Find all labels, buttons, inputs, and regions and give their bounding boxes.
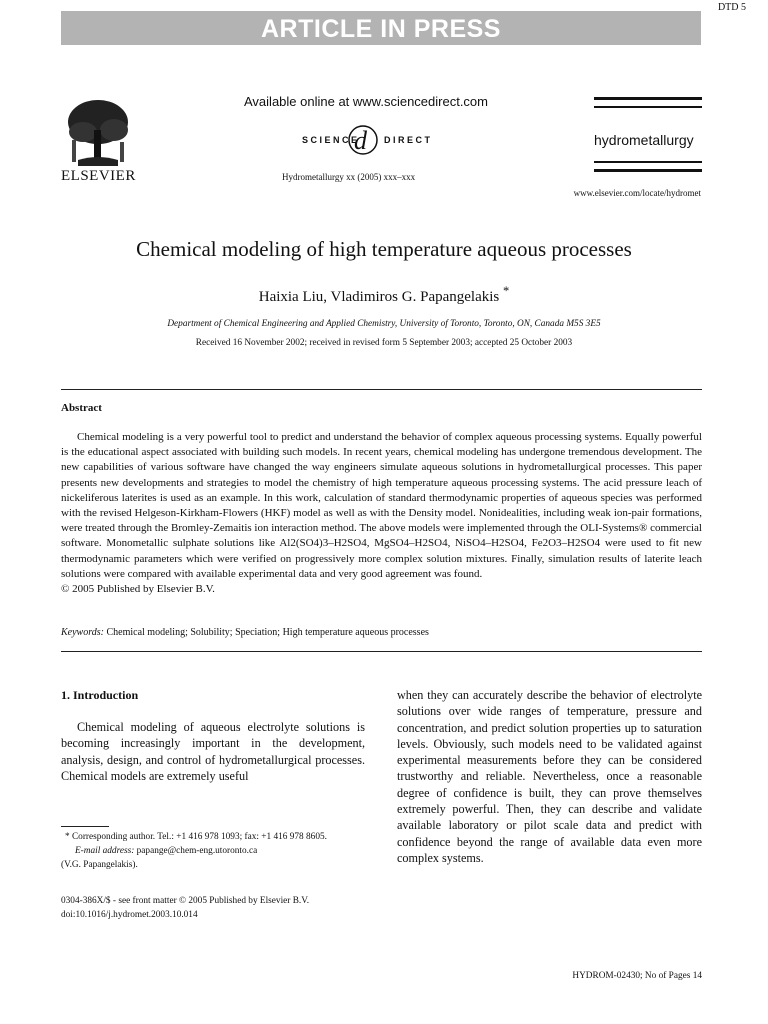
sciencedirect-d-icon	[246, 116, 484, 162]
corresponding-author-note: * Corresponding author. Tel.: +1 416 978 1093; fax: +1 416 978 8605.	[65, 832, 327, 842]
corresponding-author-mark[interactable]: *	[503, 284, 510, 298]
keywords-line	[61, 627, 429, 638]
page-footer: HYDROM-02430; No of Pages 14	[572, 971, 702, 981]
svg-text:d: d	[354, 126, 367, 155]
document-type-label: DTD 5	[717, 2, 746, 13]
abstract-text-part1: Chemical modeling is a very powerful tool to predict and understand the behavior of complex aqueous processing systems. Equally powerful is the educational aspect associated with building such models. In recent years, chemical modeling has undergone tremendous development. The new capabilities of various software have changed the way engineers simulate aqueous solutions in hydrometallurgical processes. This paper presents new developments and strategies to model the chemistry of high temperature aqueous processing systems. The acid pressure leach of nickeliferous laterites is used as an example. In this work, calculation of standard thermodynamic properties of aqueous species was performed with the revised Helgeson-Kirkham-Flowers (HKF) model as well as with the Density model. Nonidealities, including weak ion-pair formations, were treated through the Bromley-Zemaitis ion interaction method. The above models were implemented through the OLI-Systems® commercial software. Monometallic sulphate solutions like	[61, 431, 702, 550]
abstract-body	[61, 430, 702, 597]
divider	[61, 389, 702, 390]
front-matter-copyright: 0304-386X/$ - see front matter © 2005 Published by Elsevier B.V.	[61, 896, 310, 906]
keywords-label: Keywords:	[61, 627, 104, 638]
received-dates: Received 16 November 2002; received in revised form 5 September 2003; accepted 25 October 2003	[195, 338, 573, 348]
footnote	[61, 830, 365, 872]
journal-logo-lines-bottom	[594, 161, 702, 178]
email-link[interactable]: papange@chem-eng.utoronto.ca	[136, 846, 258, 856]
chemical-formulas: Al2(SO4)3–H2SO4, MgSO4–H2SO4, NiSO4–H2SO4, Fe2O3–H2SO4	[279, 537, 601, 550]
front-matter	[61, 894, 381, 922]
introduction-column1: Chemical modeling of aqueous electrolyte solutions is becoming increasingly important in the development, analysis, design, and control of hydrometallurgical processes. Chemical models are extremely useful	[61, 720, 365, 783]
authors-line	[0, 284, 768, 306]
article-title: Chemical modeling of high temperature aqueous processes	[136, 237, 632, 261]
journal-reference: Hydrometallurgy xx (2005) xxx–xxx	[282, 172, 416, 182]
abstract-copyright: © 2005 Published by Elsevier B.V.	[61, 583, 215, 596]
journal-url-link[interactable]: www.elsevier.com/locate/hydromet	[573, 188, 701, 198]
introduction-heading: 1. Introduction	[61, 688, 139, 702]
doi-link[interactable]: doi:10.1016/j.hydromet.2003.10.014	[61, 910, 198, 920]
journal-name: hydrometallurgy	[594, 132, 694, 148]
sciencedirect-direct-label: DIRECT	[384, 135, 433, 145]
footnote-rule	[61, 826, 109, 827]
email-owner: (V.G. Papangelakis).	[61, 860, 138, 870]
journal-logo-lines-top	[594, 97, 702, 114]
sciencedirect-science-label: SCIENCE	[302, 135, 360, 145]
abstract-heading: Abstract	[61, 402, 102, 414]
abstract-text-part2: were used to fit new thermodynamic parameters which were verified on progressively more complex solution mixtures. Finally, simulation results of laterite leach solutions were compared with available experimental data and very good agreement was found.	[61, 537, 702, 580]
divider	[61, 651, 702, 652]
authors: Haixia Liu, Vladimiros G. Papangelakis	[258, 289, 500, 305]
available-online-text: Available online at www.sciencedirect.com	[244, 94, 488, 109]
article-in-press-banner: ARTICLE IN PRESS	[61, 11, 701, 45]
publisher-name: ELSEVIER	[61, 168, 136, 184]
email-label: E-mail address:	[75, 846, 135, 856]
sciencedirect-logo	[246, 116, 484, 162]
keywords: Chemical modeling; Solubility; Speciation; High temperature aqueous processes	[106, 627, 429, 638]
introduction-column2: when they can accurately describe the behavior of electrolyte solutions over wide ranges of temperature, pressure and concentration, and predict solution properties up to saturation levels. Obviously, such models need to be validated against experimental measurements before they can be considered trustworthy and reliable. Nevertheless, once a reasonable degree of confidence is built, they can prove themselves extremely powerful. Then, they can describe and validate available laboratory or pilot scale data and predict with confidence beyond the range of available data even more complex systems.	[397, 688, 702, 865]
affiliation: Department of Chemical Engineering and Applied Chemistry, University of Toronto, Toronto, ON, Canada M5S 3E5	[167, 319, 601, 329]
